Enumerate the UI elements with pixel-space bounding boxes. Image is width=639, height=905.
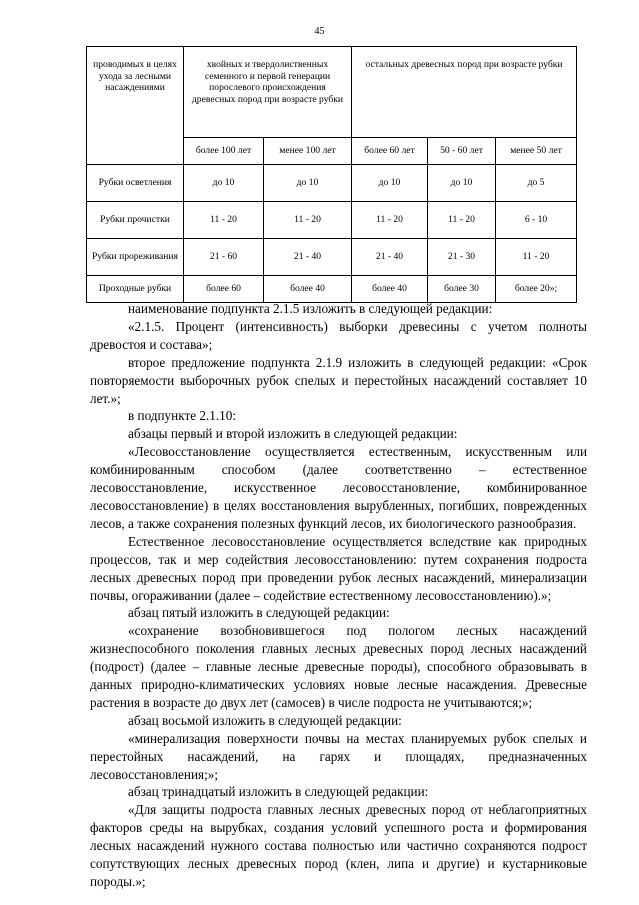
table-cell: 11 - 20 <box>184 202 264 239</box>
table-cell: 21 - 40 <box>352 239 428 276</box>
table-corner-header: проводимых в целях ухода за лесными насаждениями <box>87 47 184 165</box>
table-row <box>87 165 577 202</box>
age-header: более 100 лет <box>184 138 264 165</box>
page-number: 45 <box>314 26 325 37</box>
paragraph: второе предложение подпункта 2.1.9 изложить в следующей редакции: «Срок повторяемости выборочных рубок спелых и перестойных насаждений составляет 10 лет.»; <box>90 354 587 406</box>
paragraph: «сохранение возобновившегося под пологом лесных насаждений жизнеспособного поколения главных лесных древесных пород лесных насаждений (подрост) (далее – главные лесные древесные породы), способного образовывать в данных природно-климатических условиях новые лесные насаждения. Древесные растения в возрасте до двух лет (самосев) в числе подроста не учитываются;»; <box>90 623 587 710</box>
table-cell: более 40 <box>264 276 352 303</box>
paragraph: «минерализация поверхности почвы на местах планируемых рубок спелых и перестойных насаждений, на гарях и площадях, предназначенных лесовосстановления;»; <box>90 730 587 782</box>
table-cell: 21 - 60 <box>184 239 264 276</box>
paragraph: абзац восьмой изложить в следующей редакции: <box>128 712 402 728</box>
table-cell: до 5 <box>496 165 577 202</box>
paragraph: абзацы первый и второй изложить в следующей редакции: <box>128 426 458 442</box>
table-row <box>87 276 577 303</box>
paragraph: «2.1.5. Процент (интенсивность) выборки древесины с учетом полноты древостоя и состава»; <box>90 318 587 352</box>
paragraph: Естественное лесовосстановление осуществляется вследствие как природных процессов, так и мер содействия лесовосстановлению: путем сохранения подроста лесных древесных пород при проведении рубок лесных насаждений, минерализации почвы, огораживании (далее – содействие естественному лесовосстановлению).»; <box>90 533 587 603</box>
table-cell: 11 - 20 <box>496 239 577 276</box>
table-row <box>87 202 577 239</box>
paragraph: абзац тринадцатый изложить в следующей редакции: <box>128 784 429 800</box>
table-cell: 11 - 20 <box>352 202 428 239</box>
table-cell: более 40 <box>352 276 428 303</box>
table-cell: 21 - 30 <box>428 239 496 276</box>
table-cell: до 10 <box>184 165 264 202</box>
age-header: менее 100 лет <box>264 138 352 165</box>
table-cell: до 10 <box>352 165 428 202</box>
table-cell: 6 - 10 <box>496 202 577 239</box>
table-row <box>87 239 577 276</box>
age-header: более 60 лет <box>352 138 428 165</box>
table-cell: до 10 <box>264 165 352 202</box>
table-cell: более 20»; <box>496 276 577 303</box>
group-header-conifer: хвойных и твердолиственных семенного и первой генерации порослевого происхождения древесных пород при возрасте рубки <box>184 47 352 138</box>
table-cell: 11 - 20 <box>264 202 352 239</box>
row-label: Рубки осветления <box>87 165 184 202</box>
row-label: Рубки прореживания <box>87 239 184 276</box>
table-cell: до 10 <box>428 165 496 202</box>
age-header: менее 50 лет <box>496 138 577 165</box>
paragraph: «Для защиты подроста главных лесных древесных пород от неблагоприятных факторов среды на вырубках, создания условий успешного роста и формирования лесных насаждений нужного состава полностью или частично сохраняются подрост сопутствующих лесных древесных пород (клен, липа и другие) и кустарниковые породы.»; <box>90 802 587 889</box>
table-cell: более 30 <box>428 276 496 303</box>
row-label: Рубки прочистки <box>87 202 184 239</box>
felling-intensity-table <box>86 46 577 303</box>
row-label: Проходные рубки <box>87 276 184 303</box>
paragraph: «Лесовосстановление осуществляется естественным, искусственным или комбинированным способом (далее соответственно – естественное лесовосстановление, искусственное лесовосстановление, комбинированное лесовосстановление) в целях восстановления вырубленных, погибших, поврежденных лесов, а также сохранения полезных функций лесов, их биологического разнообразия. <box>90 444 587 531</box>
age-header: 50 - 60 лет <box>428 138 496 165</box>
paragraph: абзац пятый изложить в следующей редакции: <box>128 605 390 621</box>
paragraph: наименование подпункта 2.1.5 изложить в следующей редакции: <box>128 301 493 316</box>
document-body <box>90 300 587 891</box>
paragraph: в подпункте 2.1.10: <box>128 408 236 424</box>
table-cell: более 60 <box>184 276 264 303</box>
group-header-other: остальных древесных пород при возрасте рубки <box>352 47 577 138</box>
table-cell: 11 - 20 <box>428 202 496 239</box>
table-cell: 21 - 40 <box>264 239 352 276</box>
